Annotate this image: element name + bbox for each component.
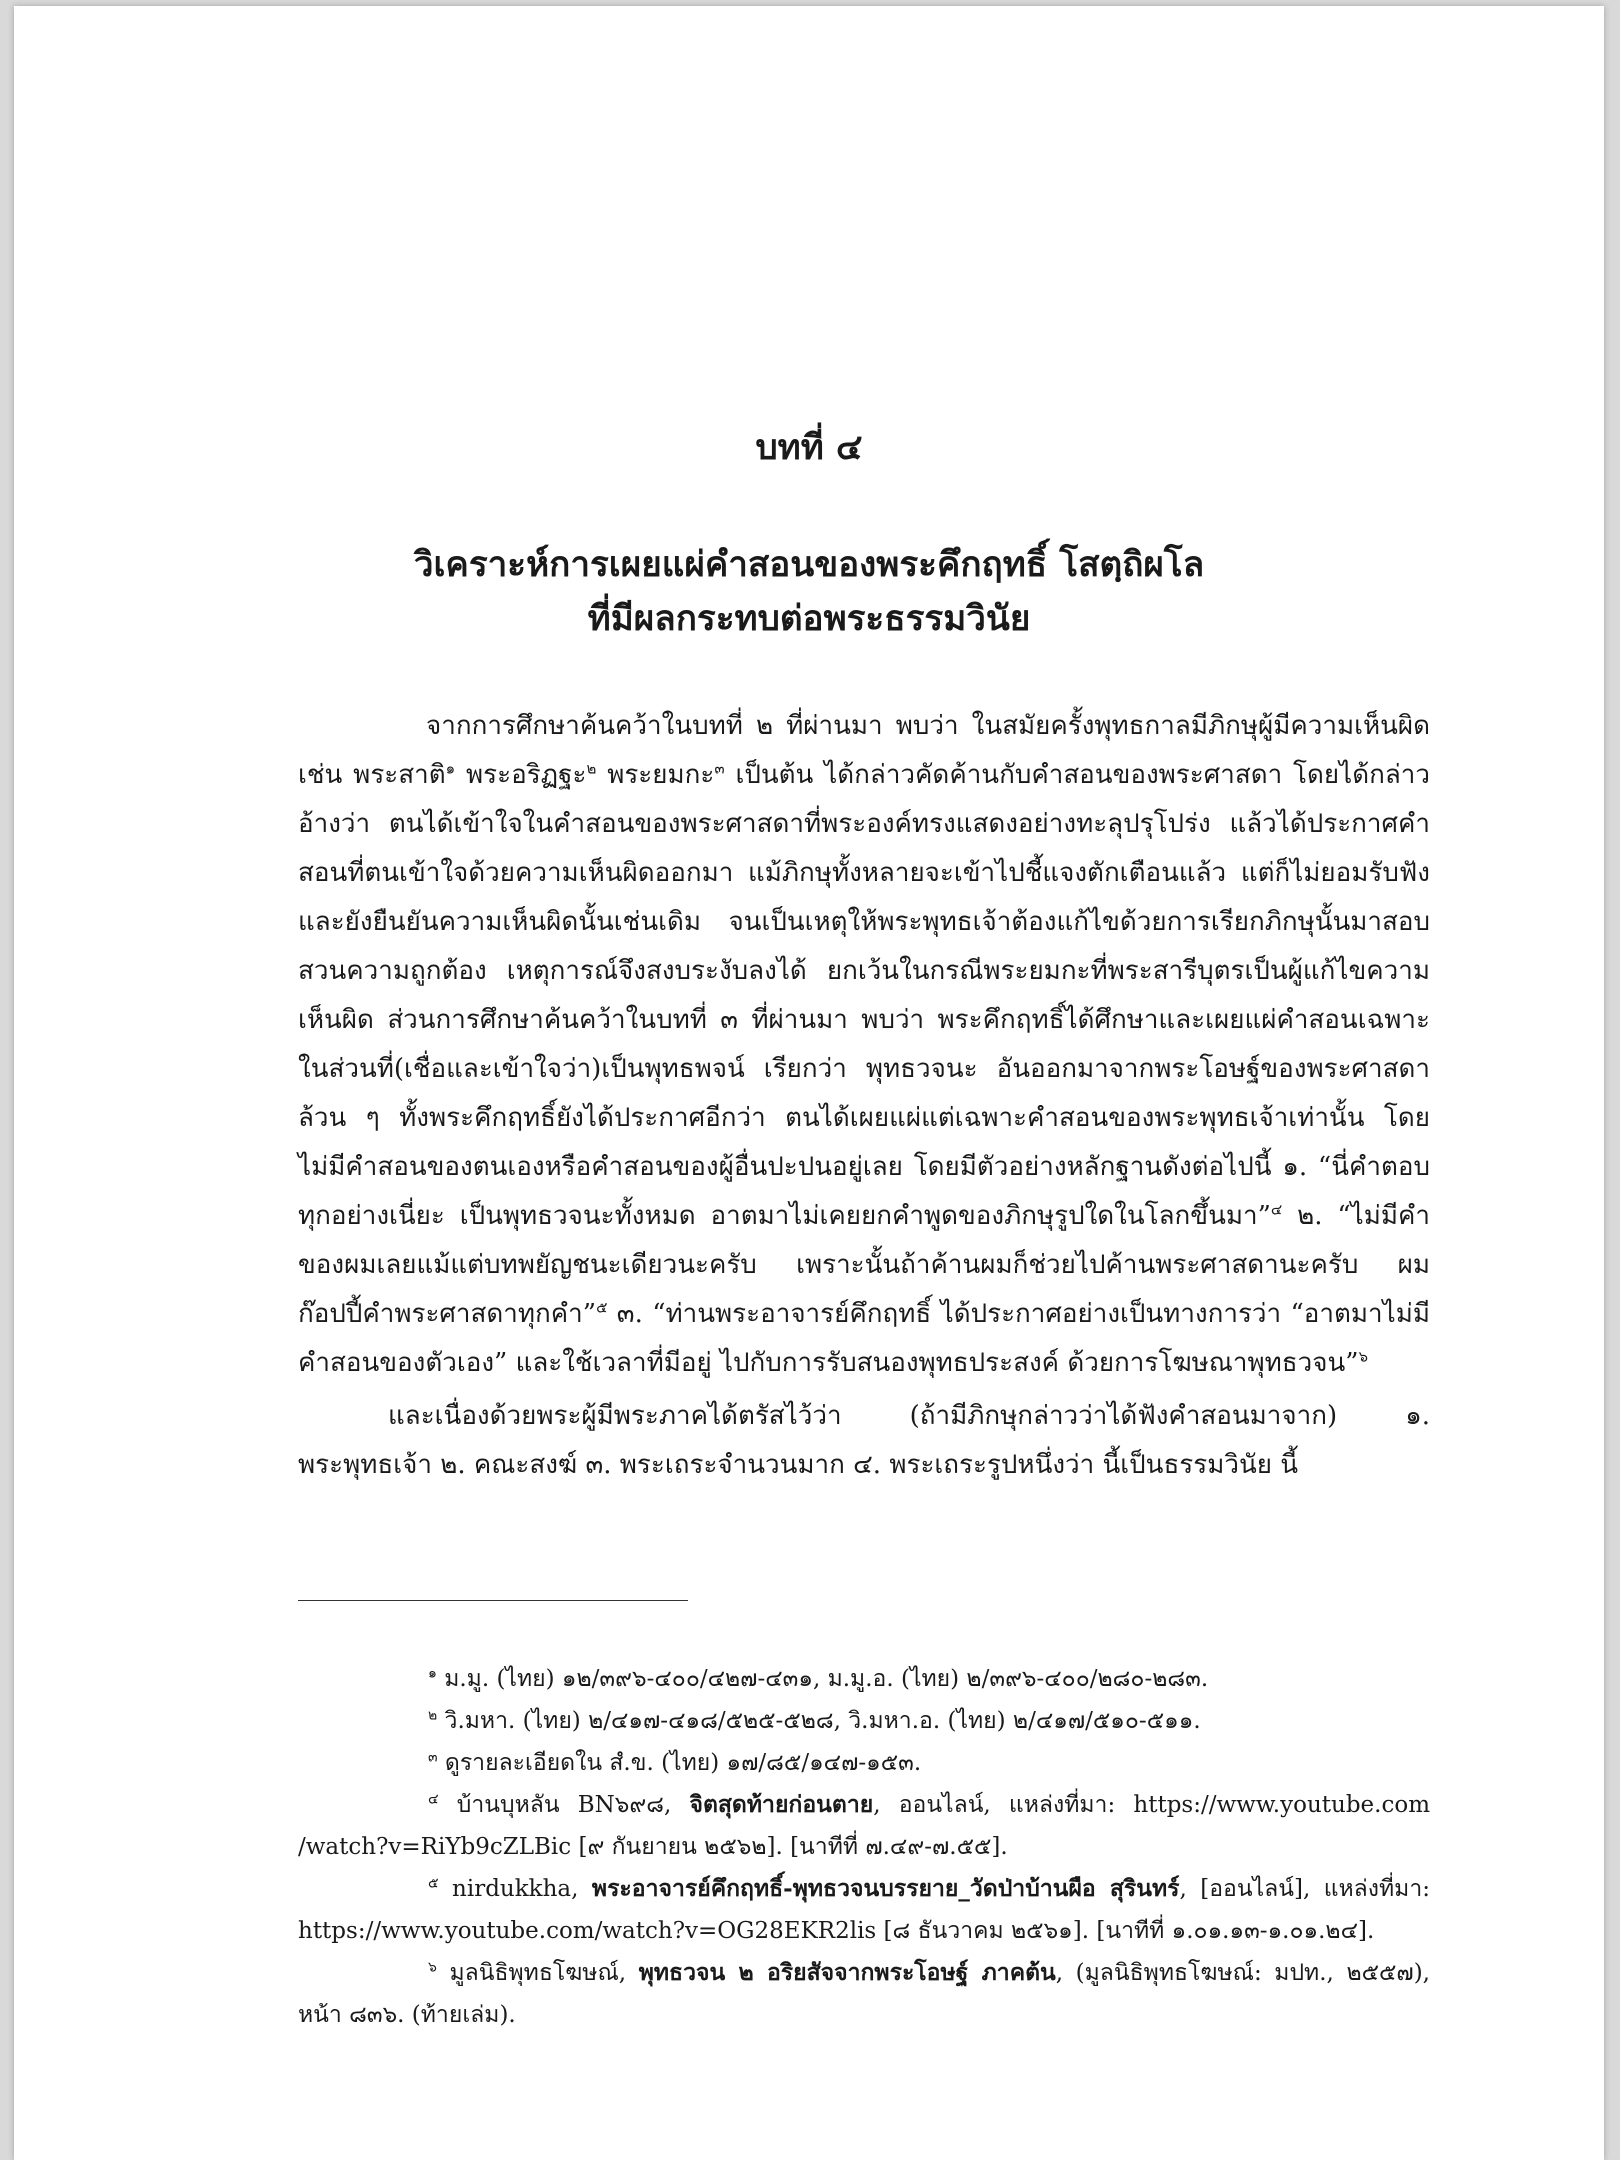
footnote-3 xyxy=(298,1742,1430,1784)
footnote-number: ๒ xyxy=(428,1707,438,1724)
footnote-number: ๕ xyxy=(428,1875,439,1892)
paragraph-1-text-a: จากการศึกษาค้นคว้าในบทที่ ๒ ที่ผ่านมา พบว่า ในสมัยครั้งพุทธกาลมีภิกษุผู้มีความเห็นผิด เช่น พระสาติ xyxy=(298,711,1430,790)
footnote-4 xyxy=(298,1784,1430,1868)
paragraph-1-text-b: พระอริฏฐะ xyxy=(455,760,587,790)
footnote-text: วิ.มหา. (ไทย) ๒/๔๑๗-๔๑๘/๕๒๕-๕๒๘, วิ.มหา.อ. (ไทย) ๒/๔๑๗/๕๑๐-๕๑๑. xyxy=(437,1708,1201,1734)
footnote-text: บ้านบุหลัน BN๖๙๘, xyxy=(438,1792,690,1818)
footnote-title: จิตสุดท้ายก่อนตาย xyxy=(689,1791,874,1818)
footnote-number: ๑ xyxy=(428,1665,437,1682)
footnote-ref-1: ๑ xyxy=(445,759,456,778)
footnotes xyxy=(298,1658,1430,2036)
footnote-2 xyxy=(298,1700,1430,1742)
footnote-number: ๓ xyxy=(428,1749,438,1766)
footnote-text: มูลนิธิพุทธโฆษณ์, xyxy=(436,1960,639,1986)
footnote-separator xyxy=(298,1600,688,1601)
body-text xyxy=(298,702,1430,1490)
footnote-ref-5: ๕ xyxy=(596,1298,608,1317)
footnote-title: พุทธวจน ๒ อริยสัจจากพระโอษฐ์ ภาคต้น xyxy=(638,1959,1056,1986)
footnote-5 xyxy=(298,1868,1430,1952)
footnote-text-tail: , ออนไลน์, แหล่งที่มา: https://www.youtube.com /watch?v=RiYb9cZLBic [๙ กันยายน ๒๕๖๒]. [นาทีที่ ๗.๔๙-๗.๕๕]. xyxy=(298,1792,1430,1860)
footnote-number: ๔ xyxy=(428,1791,439,1808)
footnote-text-tail: , [ออนไลน์], แหล่งที่มา: https://www.youtube.com/watch?v=OG28EKR2lis [๘ ธันวาคม ๒๕๖๑]. [นาทีที่ ๑.๐๑.๑๓-๑.๐๑.๒๔]. xyxy=(298,1876,1430,1944)
paragraph-1-text-d: เป็นต้น ได้กล่าวคัดค้านกับคำสอนของพระศาสดา โดยได้กล่าวอ้างว่า ตนได้เข้าใจในคำสอนของพระศาสดาที่พระองค์ทรงแสดงอย่างทะลุปรุโปร่ง แล้วได้ประกาศคำสอนที่ตนเข้าใจด้วยความเห็นผิดออกมา แม้ภิกษุทั้งหลายจะเข้าไปชี้แจงตักเตือนแล้ว แต่ก็ไม่ยอมรับฟังและยังยืนยันความเห็นผิดนั้นเช่นเดิม จนเป็นเหตุให้พระพุทธเจ้าต้องแก้ไขด้วยการเรียกภิกษุนั้นมาสอบสวนความถูกต้อง เหตุการณ์จึงสงบระงับลงได้ ยกเว้นในกรณีพระยมกะที่พระสารีบุตรเป็นผู้แก้ไขความเห็นผิด ส่วนการศึกษาค้นคว้าในบทที่ ๓ ที่ผ่านมา พบว่า พระคึกฤทธิ์ได้ศึกษาและเผยแผ่คำสอนเฉพาะในส่วนที่(เชื่อและเข้าใจว่า)เป็นพุทธพจน์ เรียกว่า พุทธวจนะ อันออกมาจากพระโอษฐ์ของพระศาสดาล้วน ๆ ทั้งพระคึกฤทธิ์ยังได้ประกาศอีกว่า ตนได้เผยแผ่แต่เฉพาะคำสอนของพระพุทธเจ้าเท่านั้น โดยไม่มีคำสอนของตนเองหรือคำสอนของผู้อื่นปะปนอยู่เลย โดยมีตัวอย่างหลักฐานดังต่อไปนี้ ๑. “นี่คำตอบทุกอย่างเนี่ยะ เป็นพุทธวจนะทั้งหมด อาตมาไม่เคยยกคำพูดของภิกษุรูปใดในโลกขึ้นมา” xyxy=(298,760,1430,1231)
chapter-title xyxy=(14,538,1604,646)
footnote-6 xyxy=(298,1952,1430,2036)
footnote-ref-3: ๓ xyxy=(714,759,725,778)
chapter-number: บทที่ ๔ xyxy=(755,427,863,468)
footnote-text-tail: , (มูลนิธิพุทธโฆษณ์: มปท., ๒๕๕๗), หน้า ๘๓๖. (ท้ายเล่ม). xyxy=(298,1960,1430,2028)
footnote-text: nirdukkha, xyxy=(438,1876,592,1902)
chapter-title-line-2: ที่มีผลกระทบต่อพระธรรมวินัย xyxy=(587,598,1031,639)
footnote-text: ดูรายละเอียดใน สํ.ข. (ไทย) ๑๗/๘๕/๑๔๗-๑๕๓. xyxy=(437,1750,922,1776)
footnote-ref-4: ๔ xyxy=(1270,1200,1283,1219)
paragraph-1-text-f: ๓. “ท่านพระอาจารย์คึกฤทธิ์ ได้ประกาศอย่างเป็นทางการว่า “อาตมาไม่มีคำสอนของตัวเอง” และใช้เวลาที่มีอยู่ ไปกับการรับสนองพุทธประสงค์ ด้วยการโฆษณาพุทธวจน” xyxy=(298,1299,1430,1378)
paragraph-1-text-c: พระยมกะ xyxy=(596,760,715,790)
document-page xyxy=(14,6,1604,2160)
footnote-number: ๖ xyxy=(428,1959,437,1976)
chapter-title-line-1: วิเคราะห์การเผยแผ่คำสอนของพระคึกฤทธิ์ โสตฺถิผโล xyxy=(413,544,1205,585)
footnote-text: ม.มู. (ไทย) ๑๒/๓๙๖-๔๐๐/๔๒๗-๔๓๑, ม.มู.อ. (ไทย) ๒/๓๙๖-๔๐๐/๒๘๐-๒๘๓. xyxy=(436,1666,1209,1692)
footnote-ref-2: ๒ xyxy=(586,759,597,778)
footnote-1 xyxy=(298,1658,1430,1700)
footnote-ref-6: ๖ xyxy=(1358,1347,1369,1366)
paragraph-2: และเนื่องด้วยพระผู้มีพระภาคได้ตรัสไว้ว่า (ถ้ามีภิกษุกล่าวว่าได้ฟังคำสอนมาจาก) ๑. พระพุทธเจ้า ๒. คณะสงฆ์ ๓. พระเถระจำนวนมาก ๔. พระเถระรูปหนึ่งว่า นี้เป็นธรรมวินัย นี้ xyxy=(298,1401,1430,1480)
paragraph-1-text-e: ๒. “ไม่มีคำของผมเลยแม้แต่บทพยัญชนะเดียวนะครับ เพราะนั้นถ้าค้านผมก็ช่วยไปค้านพระศาสดานะครับ ผมก๊อปปี้คำพระศาสดาทุกคำ” xyxy=(298,1201,1430,1329)
footnote-title: พระอาจารย์คึกฤทธิ์-พุทธวจนบรรยาย_วัดป่าบ้านผือ สุรินทร์ xyxy=(591,1875,1180,1902)
paragraph-1 xyxy=(298,702,1430,1388)
